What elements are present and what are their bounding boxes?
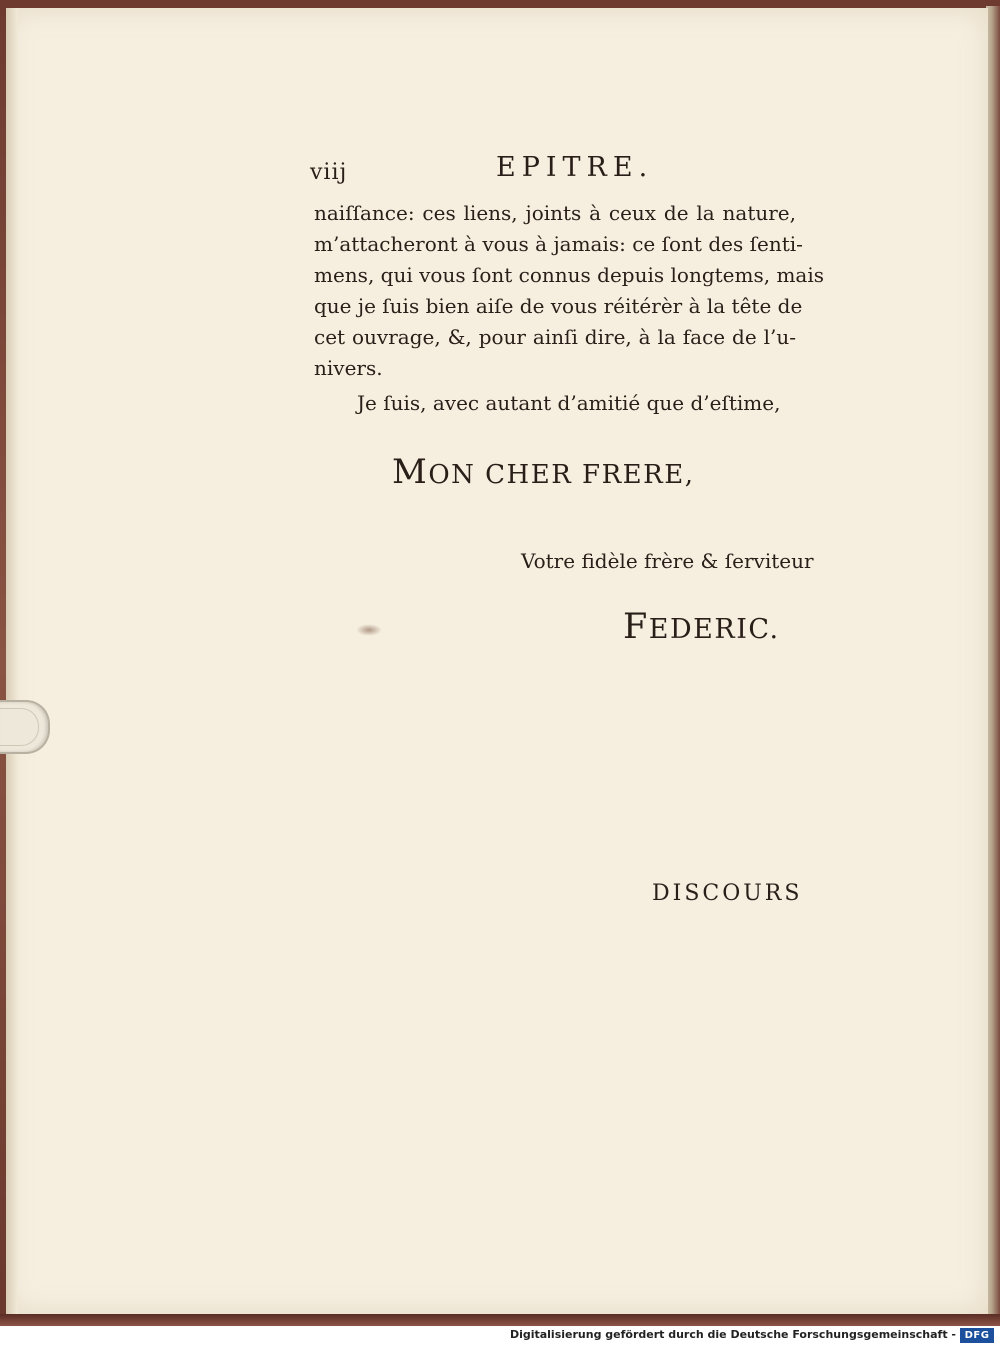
footer-credit-text: Digitalisierung gefördert durch die Deutsche Forschungsgemeinschaft - — [509, 1328, 956, 1341]
body-line: naiſſance: ces liens, joints à ceux de la nature, — [314, 201, 796, 225]
page-edges — [986, 6, 1000, 1322]
bookmark-clip-inner — [0, 708, 39, 746]
dfg-logo: DFG — [960, 1328, 994, 1343]
digitization-footer — [0, 1326, 1000, 1346]
ink-smudge — [356, 624, 382, 636]
running-head: EPITRE. — [496, 152, 654, 183]
book-bottom-edge — [0, 1314, 1000, 1326]
catchword: DISCOURS — [652, 881, 803, 906]
closing-line: Je ſuis, avec autant d’amitié que d’eſtime, — [357, 391, 781, 415]
body-line: cet ouvrage, &, pour ainſi dire, à la face de l’u- — [314, 325, 796, 349]
body-text — [314, 198, 824, 384]
body-line: nivers. — [314, 356, 383, 380]
body-line: mens, qui vous ſont connus depuis longtems, mais — [314, 263, 824, 287]
salutation-rest: ON CHER FRERE, — [428, 460, 695, 490]
body-line: m’attacheront à vous à jamais: ce ſont des ſenti- — [314, 232, 803, 256]
signoff-line: Votre fidèle frère & ſerviteur — [521, 549, 814, 573]
salutation-initial: M — [392, 452, 429, 492]
body-line: que je ſuis bien aiſe de vous réitérèr à la tête de — [314, 294, 803, 318]
signature-rest: EDERIC. — [648, 614, 780, 645]
bookmark-clip — [0, 700, 50, 754]
page-number: viij — [310, 160, 348, 185]
signature-initial: F — [623, 607, 649, 647]
signature — [623, 607, 780, 647]
salutation — [392, 452, 694, 492]
